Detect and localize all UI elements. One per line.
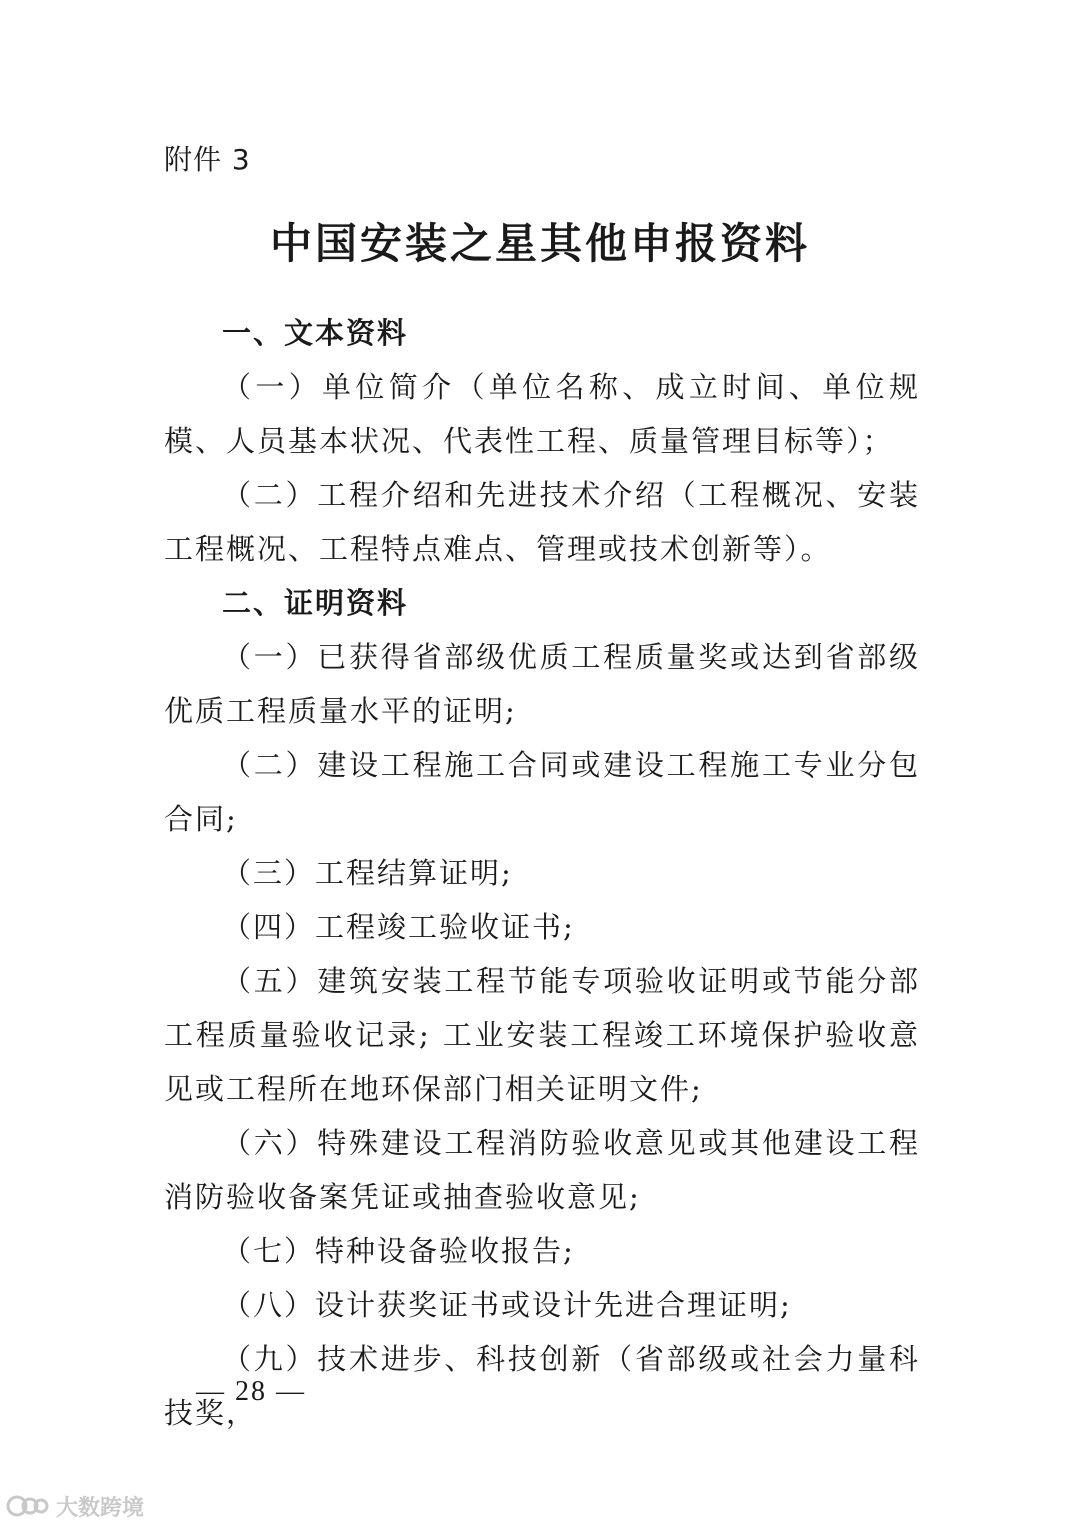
list-item: （七）特种设备验收报告; bbox=[222, 1234, 575, 1268]
section-heading-text: 一、文本资料 bbox=[222, 316, 409, 350]
list-item: （八）设计获奖证书或设计先进合理证明; bbox=[222, 1288, 792, 1322]
document-title: 中国安装之星其他申报资料 bbox=[269, 219, 810, 268]
page-number: — 28 — bbox=[196, 1376, 306, 1407]
list-item: （二）工程介绍和先进技术介绍（工程概况、安装工程概况、工程特点难点、管理或技术创新等）。 bbox=[164, 478, 920, 566]
attachment-label: 附件 3 bbox=[164, 143, 251, 176]
list-item: （二）建设工程施工合同或建设工程施工专业分包合同; bbox=[164, 748, 920, 836]
list-item: （一）已获得省部级优质工程质量奖或达到省部级优质工程质量水平的证明; bbox=[164, 640, 920, 728]
list-item: （三）工程结算证明; bbox=[222, 856, 513, 890]
section-heading-proof: 二、证明资料 bbox=[222, 586, 409, 620]
document-body bbox=[164, 306, 920, 1440]
watermark bbox=[6, 1488, 144, 1524]
list-item: （一）单位简介（单位名称、成立时间、单位规模、人员基本状况、代表性工程、质量管理目标等）； bbox=[164, 370, 920, 458]
logo-icon bbox=[6, 1493, 50, 1519]
list-item: （九）技术进步、科技创新（省部级或社会力量科技奖， bbox=[164, 1342, 920, 1430]
watermark-text: 大数跨境 bbox=[56, 1495, 145, 1521]
list-item: （四）工程竣工验收证书; bbox=[222, 910, 575, 944]
list-item: （五）建筑安装工程节能专项验收证明或节能分部工程质量验收记录; 工业安装工程竣工环境保护验收意见或工程所在地环保部门相关证明文件; bbox=[164, 964, 920, 1106]
list-item: （六）特殊建设工程消防验收意见或其他建设工程消防验收备案凭证或抽查验收意见; bbox=[164, 1126, 920, 1214]
